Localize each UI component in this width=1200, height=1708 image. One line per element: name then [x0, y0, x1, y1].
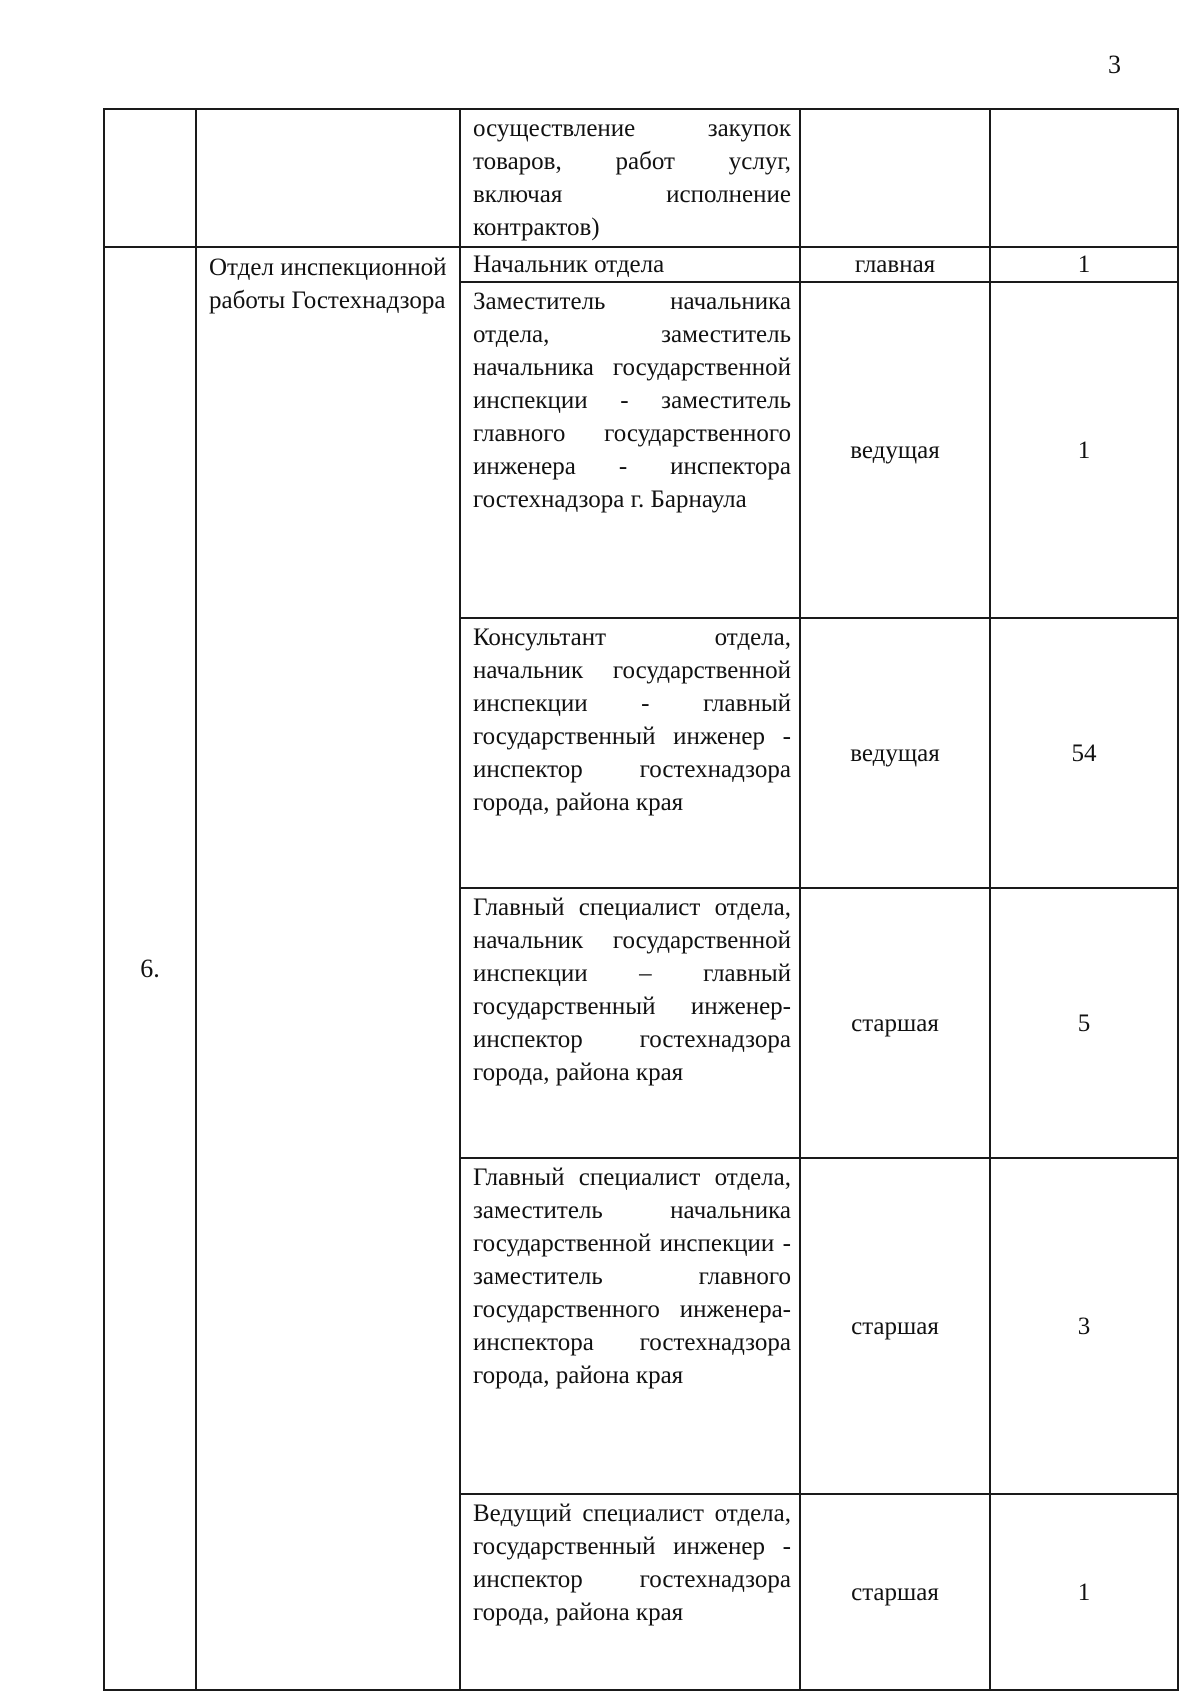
- group-cell: ведущая: [800, 618, 990, 888]
- position-cell: Консультант отдела, начальник государственной инспекции - главный государственный инженер - инспектор гостехнадзора города, района края: [460, 618, 800, 888]
- count-cell: 5: [990, 888, 1178, 1158]
- position-cell: Заместитель начальника отдела, заместитель начальника государственной инспекции - заместитель главного государственного инженера - инспектора гостехнадзора г. Барнаула: [460, 282, 800, 618]
- number-cell: [104, 109, 196, 247]
- count-cell: 1: [990, 1494, 1178, 1690]
- count-cell: [990, 109, 1178, 247]
- position-cell: Начальник отдела: [460, 247, 800, 282]
- department-cell: [196, 109, 460, 247]
- section-number: 6.: [104, 247, 196, 1690]
- group-cell: старшая: [800, 1158, 990, 1494]
- staff-table: [103, 108, 1179, 1691]
- group-cell: старшая: [800, 1494, 990, 1690]
- group-cell: старшая: [800, 888, 990, 1158]
- count-cell: 3: [990, 1158, 1178, 1494]
- department-name: Отдел инспекционной работы Гостехнадзора: [196, 247, 460, 1690]
- position-cell: осуществление закупок товаров, работ услуг, включая исполнение контрактов): [460, 109, 800, 247]
- page-number: 3: [1108, 50, 1121, 79]
- table-row-continued: [104, 109, 1178, 247]
- group-cell: ведущая: [800, 282, 990, 618]
- position-cell: Главный специалист отдела, начальник государственной инспекции – главный государственный инженер-инспектор гостехнадзора города, района края: [460, 888, 800, 1158]
- count-cell: 1: [990, 247, 1178, 282]
- count-cell: 1: [990, 282, 1178, 618]
- position-cell: Ведущий специалист отдела, государственный инженер - инспектор гостехнадзора города, района края: [460, 1494, 800, 1690]
- group-cell: [800, 109, 990, 247]
- count-cell: 54: [990, 618, 1178, 888]
- table-row: [104, 247, 1178, 282]
- position-cell: Главный специалист отдела, заместитель начальника государственной инспекции - заместитель главного государственного инженера-инспектора гостехнадзора города, района края: [460, 1158, 800, 1494]
- group-cell: главная: [800, 247, 990, 282]
